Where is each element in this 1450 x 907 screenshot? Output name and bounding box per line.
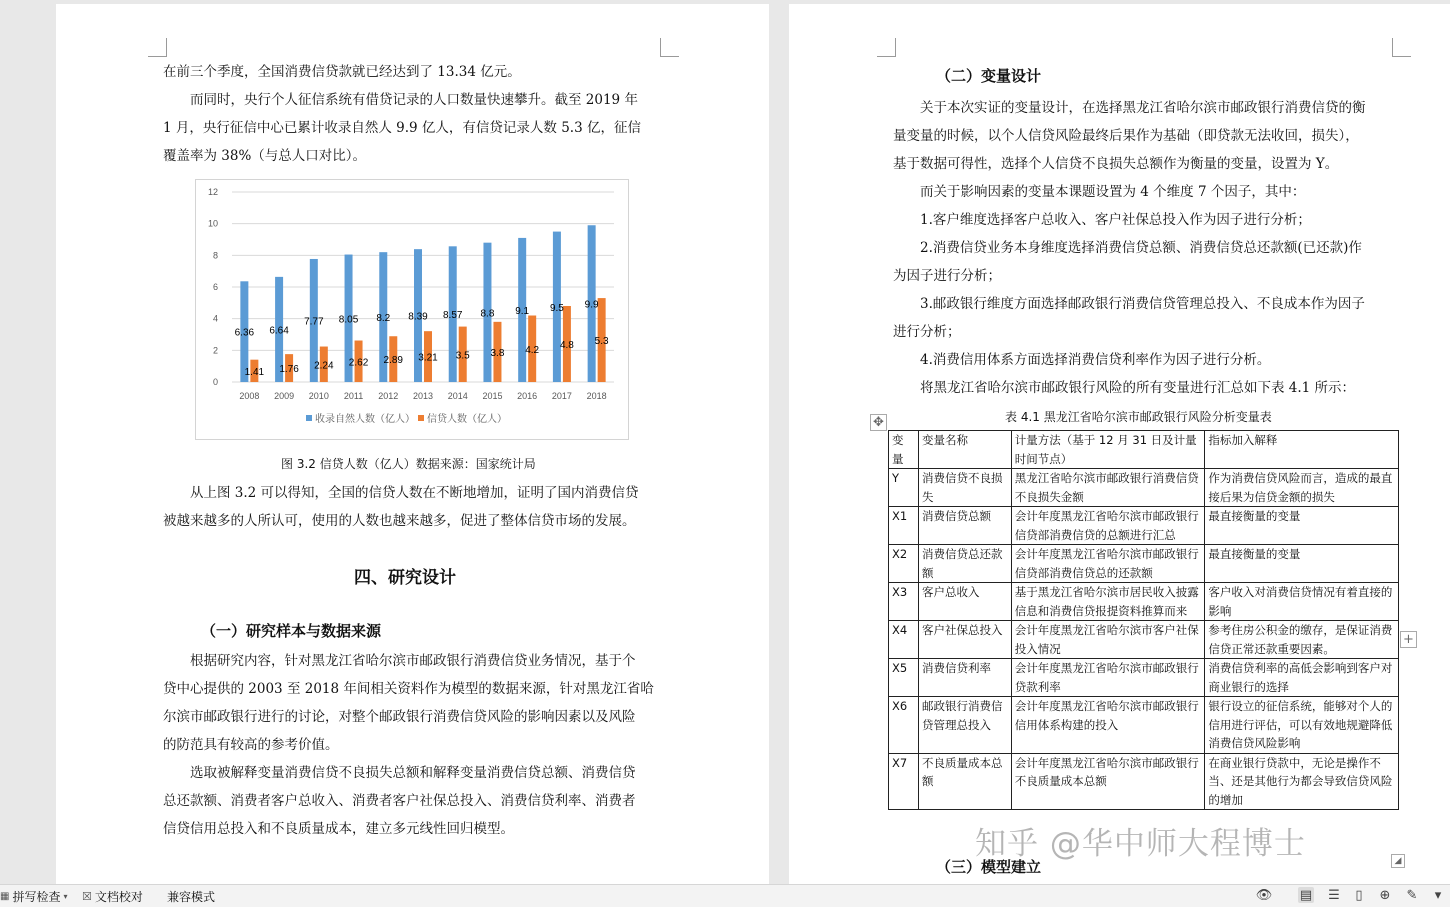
table-cell: 参考住房公积金的缴存，是保证消费信贷正常还款重要因素。: [1205, 621, 1399, 659]
x-tick-label: 2015: [482, 391, 503, 401]
data-label: 2.24: [314, 360, 334, 372]
table-cell: 客户社保总投入: [918, 621, 1011, 659]
data-label: 8.2: [376, 313, 391, 325]
data-label: 3.8: [490, 347, 505, 359]
table-header-cell: 变量: [889, 431, 919, 469]
table-cell: 最直接衡量的变量: [1205, 545, 1399, 583]
x-tick-label: 2013: [412, 391, 434, 401]
legend-swatch: [306, 415, 312, 421]
x-tick-label: 2009: [274, 391, 295, 401]
eye-protection-icon[interactable]: 👁: [1255, 887, 1273, 903]
text-line: 将黑龙江省哈尔滨市邮政银行风险的所有变量进行汇总如下表 4.1 所示：: [920, 380, 1356, 396]
data-label: 9.9: [584, 299, 599, 311]
variable-table: [888, 430, 1399, 810]
text-line: 1 月，央行征信中心已累计收录自然人 9.9 亿人，有信贷记录人数 5.3 亿，征信: [163, 120, 641, 136]
data-label: 8.39: [408, 311, 428, 323]
x-tick-label: 2011: [343, 391, 364, 401]
data-label: 2.89: [383, 355, 404, 367]
compat-mode-label: 兼容模式: [167, 890, 216, 904]
data-label: 4.8: [559, 340, 574, 351]
document-page-left: [56, 4, 769, 884]
table-cell: 黑龙江省哈尔滨市邮政银行消费信贷不良损失金额: [1011, 469, 1205, 507]
table-move-handle-icon[interactable]: ✥: [870, 414, 887, 431]
table-cell: 会计年度黑龙江省哈尔滨市邮政银行信用体系构建的投入: [1011, 697, 1205, 754]
doc-proof-button[interactable]: [82, 888, 143, 905]
y-tick-label: 4: [212, 313, 218, 324]
data-label: 5.3: [594, 336, 609, 348]
legend-swatch: [418, 415, 424, 421]
reading-view-icon[interactable]: ▯: [1355, 887, 1363, 903]
doc-proof-label: 文档校对: [94, 890, 143, 904]
table-cell: X7: [889, 753, 919, 810]
table-cell: X5: [889, 659, 919, 697]
x-tick-label: 2018: [586, 391, 607, 401]
table-header-cell: 指标加入解释: [1205, 431, 1399, 469]
text-line: 尔滨市邮政银行进行的讨论，对整个邮政银行消费信贷风险的影响因素以及风险: [163, 709, 636, 725]
table-cell: 邮政银行消费信贷管理总投入: [918, 697, 1011, 754]
spellcheck-icon: ▦: [0, 891, 10, 902]
data-label: 1.41: [244, 366, 265, 378]
paragraph: [893, 178, 1397, 206]
text-line: 总还款额、消费者客户总收入、消费者客户社保总投入、消费信贷利率、消费者: [163, 793, 636, 809]
page-view-icon[interactable]: ▤: [1299, 887, 1313, 903]
table-header-cell: 变量名称: [918, 431, 1011, 469]
table-cell: 基于黑龙江省哈尔滨市居民收入披露信息和消费信贷报提资料推算而来: [1011, 583, 1205, 621]
text-line: 信贷信用总投入和不良质量成本，建立多元线性回归模型。: [163, 821, 514, 837]
x-tick-label: 2016: [517, 391, 538, 401]
text-line: 而同时，央行个人征信系统有借贷记录的人口数量快速攀升。截至 2019 年: [190, 92, 638, 108]
chevron-down-icon: ▾: [63, 892, 68, 901]
table-cell: X6: [889, 697, 919, 754]
table-cell: 消费信贷不良损失: [918, 469, 1011, 507]
table-cell: 在商业银行贷款中，无论是操作不当、还是其他行为都会导致信贷风险的增加: [1205, 753, 1399, 810]
data-label: 8.8: [480, 308, 495, 320]
y-tick-label: 6: [212, 282, 218, 292]
table-header-cell: 计量方法（基于 12 月 31 日及计量时间节点）: [1011, 431, 1205, 469]
table-resize-handle-icon[interactable]: ◢: [1391, 854, 1405, 868]
x-tick-label: 2008: [239, 391, 260, 401]
outline-view-icon[interactable]: ☰: [1328, 887, 1340, 903]
y-tick-label: 2: [212, 345, 218, 356]
paragraph: [163, 647, 661, 759]
table-cell: X1: [889, 507, 919, 545]
text-line: 从上图 3.2 可以得知，全国的信贷人数在不断地增加，证明了国内消费信贷: [190, 485, 639, 501]
legend-label: 收录自然人数（亿人）: [315, 414, 415, 425]
spellcheck-label: 拼写检查: [12, 890, 61, 904]
data-label: 6.64: [269, 325, 289, 337]
crop-mark: [1392, 38, 1411, 57]
text-line: 而关于影响因素的变量本课题设置为 4 个维度 7 个因子，其中：: [920, 184, 1306, 200]
paragraph: [893, 374, 1397, 402]
table-cell: 作为消费信贷风险而言，造成的最直接后果为信贷金额的损失: [1205, 469, 1399, 507]
table-cell: 客户收入对消费信贷情况有着直接的影响: [1205, 583, 1399, 621]
paragraph: [163, 759, 661, 843]
paragraph: [893, 94, 1397, 178]
figure-chart: [195, 179, 629, 440]
table-cell: 消费信贷利率: [918, 659, 1011, 697]
data-label: 8.57: [442, 310, 463, 322]
table-row: [889, 621, 1399, 659]
text-line: 贷中心提供的 2003 至 2018 年间相关资料作为模型的数据来源，针对黑龙江省哈: [163, 681, 654, 697]
table-row: [889, 697, 1399, 754]
data-label: 3.5: [455, 350, 470, 362]
table-cell: 客户总收入: [918, 583, 1011, 621]
table-row: [889, 753, 1399, 810]
data-label: 9.1: [515, 305, 530, 317]
table-cell: 会计年度黑龙江省哈尔滨市邮政银行信贷部消费信贷的总额进行汇总: [1011, 507, 1205, 545]
table-cell: 银行设立的征信系统，能够对个人的信用进行评估，可以有效地规避降低消费信贷风险影响: [1205, 697, 1399, 754]
crop-mark: [877, 38, 896, 57]
paragraph: [893, 206, 1397, 234]
text-line: 3.邮政银行维度方面选择邮政银行消费信贷管理总投入、不良成本作为因子: [920, 296, 1365, 312]
text-line: 进行分析；: [893, 324, 961, 340]
data-label: 2.62: [348, 357, 369, 369]
text-line: 在前三个季度，全国消费信贷款就已经达到了 13.34 亿元。: [163, 64, 521, 80]
table-cell: 会计年度黑龙江省哈尔滨市邮政银行信贷部消费信贷总的还款额: [1011, 545, 1205, 583]
text-line: 1.客户维度选择客户总收入、客户社保总投入作为因子进行分析；: [920, 212, 1311, 228]
crop-mark: [148, 38, 167, 57]
text-line: 为因子进行分析；: [893, 268, 1001, 284]
table-cell: 消费信贷总还款额: [918, 545, 1011, 583]
subsection-title: （一）研究样本与数据来源: [201, 622, 382, 640]
spellcheck-button[interactable]: [0, 888, 67, 905]
text-line: 4.消费信用体系方面选择消费信贷利率作为因子进行分析。: [920, 352, 1271, 368]
table-row: [889, 469, 1399, 507]
paragraph: [893, 290, 1397, 346]
table-row: [889, 545, 1399, 583]
add-column-icon[interactable]: +: [1400, 631, 1417, 648]
paragraph: [163, 479, 661, 535]
text-line: 2.消费信贷业务本身维度选择消费信贷总额、消费信贷总还款额(已还款)作: [920, 240, 1362, 256]
bar-chart: [196, 180, 628, 439]
table-cell: 会计年度黑龙江省哈尔滨市客户社保投入情况: [1011, 621, 1205, 659]
table-cell: 会计年度黑龙江省哈尔滨市邮政银行贷款利率: [1011, 659, 1205, 697]
x-tick-label: 2017: [551, 391, 572, 401]
text-line: 根据研究内容，针对黑龙江省哈尔滨市邮政银行消费信贷业务情况，基于个: [190, 653, 636, 669]
table-cell: 消费信贷利率的高低会影响到客户对商业银行的选择: [1205, 659, 1399, 697]
pen-icon[interactable]: ✎: [1406, 887, 1418, 903]
x-tick-label: 2014: [447, 391, 468, 401]
table-cell: X3: [889, 583, 919, 621]
crop-mark: [660, 38, 679, 57]
paragraph: [893, 234, 1397, 290]
text-line: 被越来越多的人所认可，使用的人数也越来越多，促进了整体信贷市场的发展。: [163, 513, 636, 529]
web-view-icon[interactable]: ⊕: [1379, 887, 1391, 903]
y-tick-label: 8: [212, 250, 218, 261]
table-row: [889, 507, 1399, 545]
data-label: 1.76: [279, 364, 299, 376]
x-tick-label: 2010: [308, 391, 329, 401]
watermark: 知乎 @华中师大程博士: [975, 826, 1306, 862]
text-line: 基于数据可得性，选择个人信贷不良损失总额作为衡量的变量，设置为 Y。: [893, 156, 1339, 172]
table-row: [889, 659, 1399, 697]
subsection-title: （二）变量设计: [936, 67, 1042, 85]
text-line: 覆盖率为 38%（与总人口对比）。: [163, 148, 367, 164]
data-label: 6.36: [234, 327, 255, 339]
table-cell: 消费信贷总额: [918, 507, 1011, 545]
paragraph: [893, 346, 1397, 374]
table-header-row: [889, 431, 1399, 469]
table-cell: Y: [889, 469, 919, 507]
y-tick-label: 12: [207, 187, 218, 197]
table-row: [889, 583, 1399, 621]
table-cell: 会计年度黑龙江省哈尔滨市邮政银行不良质量成本总额: [1011, 753, 1205, 810]
legend-label: 信贷人数（亿人）: [427, 414, 507, 425]
data-label: 8.05: [338, 314, 359, 326]
document-page-right: [789, 4, 1450, 884]
text-line: 量变量的时候，以个人信贷风险最终后果作为基础（即贷款无法收回，损失），: [893, 128, 1359, 144]
data-label: 7.77: [304, 316, 324, 328]
y-tick-label: 0: [212, 377, 218, 387]
subsection-title: （三）模型建立: [936, 858, 1042, 876]
paragraph: [163, 86, 661, 170]
table-cell: 不良质量成本总额: [918, 753, 1011, 810]
text-line: 选取被解释变量消费信贷不良损失总额和解释变量消费信贷总额、消费信贷: [190, 765, 636, 781]
proof-icon: ☒: [82, 890, 92, 903]
text-line: 关于本次实证的变量设计，在选择黑龙江省哈尔滨市邮政银行消费信贷的衡: [920, 100, 1366, 116]
text-line: 的防范具有较高的参考价值。: [163, 737, 339, 753]
data-label: 9.5: [549, 302, 564, 314]
table-cell: X2: [889, 545, 919, 583]
figure-caption: 图 3.2 信贷人数（亿人）数据来源：国家统计局: [281, 457, 536, 471]
data-label: 3.21: [418, 352, 438, 364]
x-tick-label: 2012: [378, 391, 399, 401]
table-cell: 最直接衡量的变量: [1205, 507, 1399, 545]
table-title: 表 4.1 黑龙江省哈尔滨市邮政银行风险分析变量表: [1005, 410, 1272, 424]
status-bar: [0, 884, 1450, 907]
data-label: 4.2: [525, 344, 540, 356]
section-title: 四、研究设计: [354, 568, 456, 588]
table-cell: X4: [889, 621, 919, 659]
y-tick-label: 10: [207, 218, 218, 229]
chevron-down-icon[interactable]: ▾: [1434, 887, 1442, 903]
paragraph: [163, 58, 661, 86]
